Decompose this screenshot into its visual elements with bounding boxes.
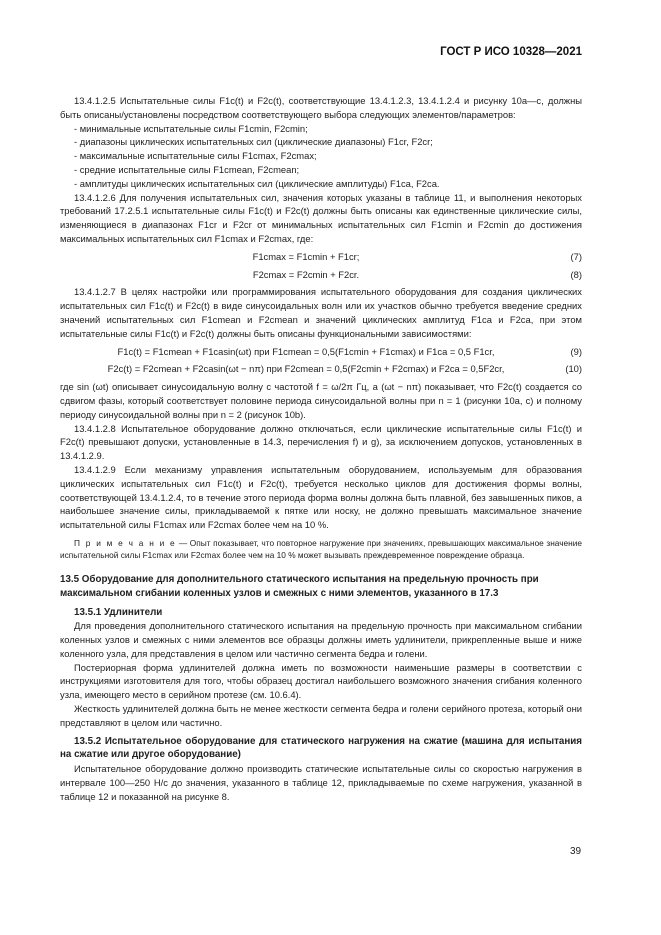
list-item: - минимальные испытательные силы F1cmin, F2cmin; (74, 122, 308, 134)
section-heading-13-5-2: 13.5.2 Испытательное оборудование для статического нагружения на сжатие (машина для испытания на сжатие или другое оборудование) (60, 735, 582, 761)
section-heading-13-5: 13.5 Оборудование для дополнительного статического испытания на предельную прочность при максимальном сгибании коленных узлов и смежных с ними элементов, указанного в 17.3 (60, 573, 539, 599)
equation-9 (60, 345, 582, 359)
note-label: П р и м е ч а н и е (74, 537, 177, 548)
equation-formula: F2cmax = F2cmin + F2cr. (252, 268, 360, 280)
paragraph-13-4-1-2-7: 13.4.1.2.7 В целях настройки или программирования испытательного оборудования для создания циклических испытательных сил F1c(t) и F2c(t) в виде синусоидальных волн или их участков обычно требуется введение средних значений испытательных сил F1cmean и F2cmean и значений циклических амплитуд F1ca и F2ca, при этом испытательные силы F1c(t) и F2c(t) должны быть описаны функциональными зависимостями: (60, 286, 582, 339)
equation-number: (7) (570, 250, 582, 262)
paragraph-13-4-1-2-6: 13.4.1.2.6 Для получения испытательных сил, значения которых указаны в таблице 11, и выполнения некоторых требований 17.2.5.1 испытательные силы F1c(t) и F2c(t) должны быть описаны как единственные циклические силы, изменяющиеся в диапазонах F1cr и F2cr от минимальных испытательных сил F1cmin и F2cmin до достижения максимальных испытательных сил F1cmax и F2cmax, где: (60, 191, 582, 244)
paragraph-13-5-1-a: Для проведения дополнительного статического испытания на предельную прочность при максимальном сгибании коленных узлов и смежных с ними элементов все образцы должны иметь удлинители, прикрепленные выше и ниже коленного узла, для представления в целом или частично сегмента бедра и голени. (60, 620, 582, 659)
list-item: - средние испытательные силы F1cmean, F2cmean; (74, 163, 300, 175)
paragraph-13-5-1-c: Жесткость удлинителей должна быть не менее жесткости сегмента бедра и голени серийного протеза, который они представляют в целом или частично. (60, 703, 582, 728)
equation-number: (9) (570, 345, 582, 357)
equation-number: (10) (565, 363, 582, 375)
equation-formula: F1c(t) = F1cmean + F1casin(ωt) при F1cmean = 0,5(F1cmin + F1cmax) и F1ca = 0,5 F1cr, (117, 345, 495, 357)
page-number: 39 (570, 846, 582, 857)
paragraph-13-5-2: Испытательное оборудование должно производить статические испытательные силы со скоростью нагружения в интервале 100—250 Н/с до значения, указанного в таблице 12, прикладываемые по схеме нагружения, указанной в таблице 12 и показанной на рисунке 8. (60, 763, 582, 802)
equation-formula: F2c(t) = F2cmean + F2casin(ωt − nπ) при F2cmean = 0,5(F2cmin + F2cmax) и F2ca = 0,5F2cr, (107, 363, 505, 375)
paragraph-13-4-1-2-5: 13.4.1.2.5 Испытательные силы F1c(t) и F2c(t), соответствующие 13.4.1.2.3, 13.4.1.2.4 и рисунку 10a—c, должны быть описаны/установлены посредством соответствующего выбора следующих элементов/параметров: (60, 95, 582, 120)
equation-8 (60, 268, 582, 282)
equation-formula: F1cmax = F1cmin + F1cr; (252, 250, 360, 262)
list-item: - амплитуды циклических испытательных сил (циклические амплитуды) F1ca, F2ca. (74, 177, 440, 189)
equation-number: (8) (570, 268, 582, 280)
note-text: — Опыт показывает, что повторное нагружение при значениях, превышающих максимальное значение испытательной силы F1cmax или F2cmax более чем на 10 % может вызывать преждевременное повреждение образца. (60, 537, 582, 560)
paragraph-13-4-1-2-9: 13.4.1.2.9 Если механизму управления испытательным оборудованием, используемым для образования циклических испытательных сил F1c(t) и F2c(t), требуется несколько циклов для достижения формы волны, соответствующей 13.4.1.2.4, то в течение этого периода форма волны должна быть плавной, без завышенных пиков, а наибольшее значение силы, прикладываемой к пятке или носку, не должно превышать максимальное значение испытательной силы F1cmax или F2cmax более чем на 10 %. (60, 463, 582, 531)
parameter-list (60, 122, 582, 191)
list-item: - максимальные испытательные силы F1cmax, F2cmax; (74, 150, 317, 162)
paragraph-13-4-1-2-8: 13.4.1.2.8 Испытательное оборудование должно отключаться, если циклические испытательные силы F1c(t) и F2c(t) превышают допуски, установленные в 14.3, перечисления f) и g), за исключением допусков, установленных в 13.4.1.2.9. (60, 422, 582, 462)
section-heading-13-5-1: 13.5.1 Удлинители (74, 606, 163, 618)
document-body (60, 94, 582, 804)
equation-7 (60, 250, 582, 264)
paragraph-where: где sin (ωt) описывает синусоидальную волну с частотой f = ω/2π Гц, a (ωt − nπ) показывает, что F2c(t) создается со сдвигом фазы, который соответствует половине периода синусоидальной волны при n = 1 (рисунки 10a, c) и полному периоду синусоидальной волны при n = 2 (рисунок 10b). (60, 381, 582, 420)
list-item: - диапазоны циклических испытательных сил (циклические диапазоны) F1cr, F2cr; (74, 136, 433, 148)
document-header: ГОСТ Р ИСО 10328—2021 (440, 46, 582, 58)
note (60, 537, 582, 561)
equation-10 (60, 362, 582, 376)
paragraph-13-5-1-b: Постериорная форма удлинителей должна иметь по возможности наименьшие размеры в соответствии с инструкциями изготовителя для того, чтобы образец достигал наибольшего возможного значения сгибания коленного узла, имеющего место в серийном протезе (см. 10.6.4). (60, 661, 582, 701)
